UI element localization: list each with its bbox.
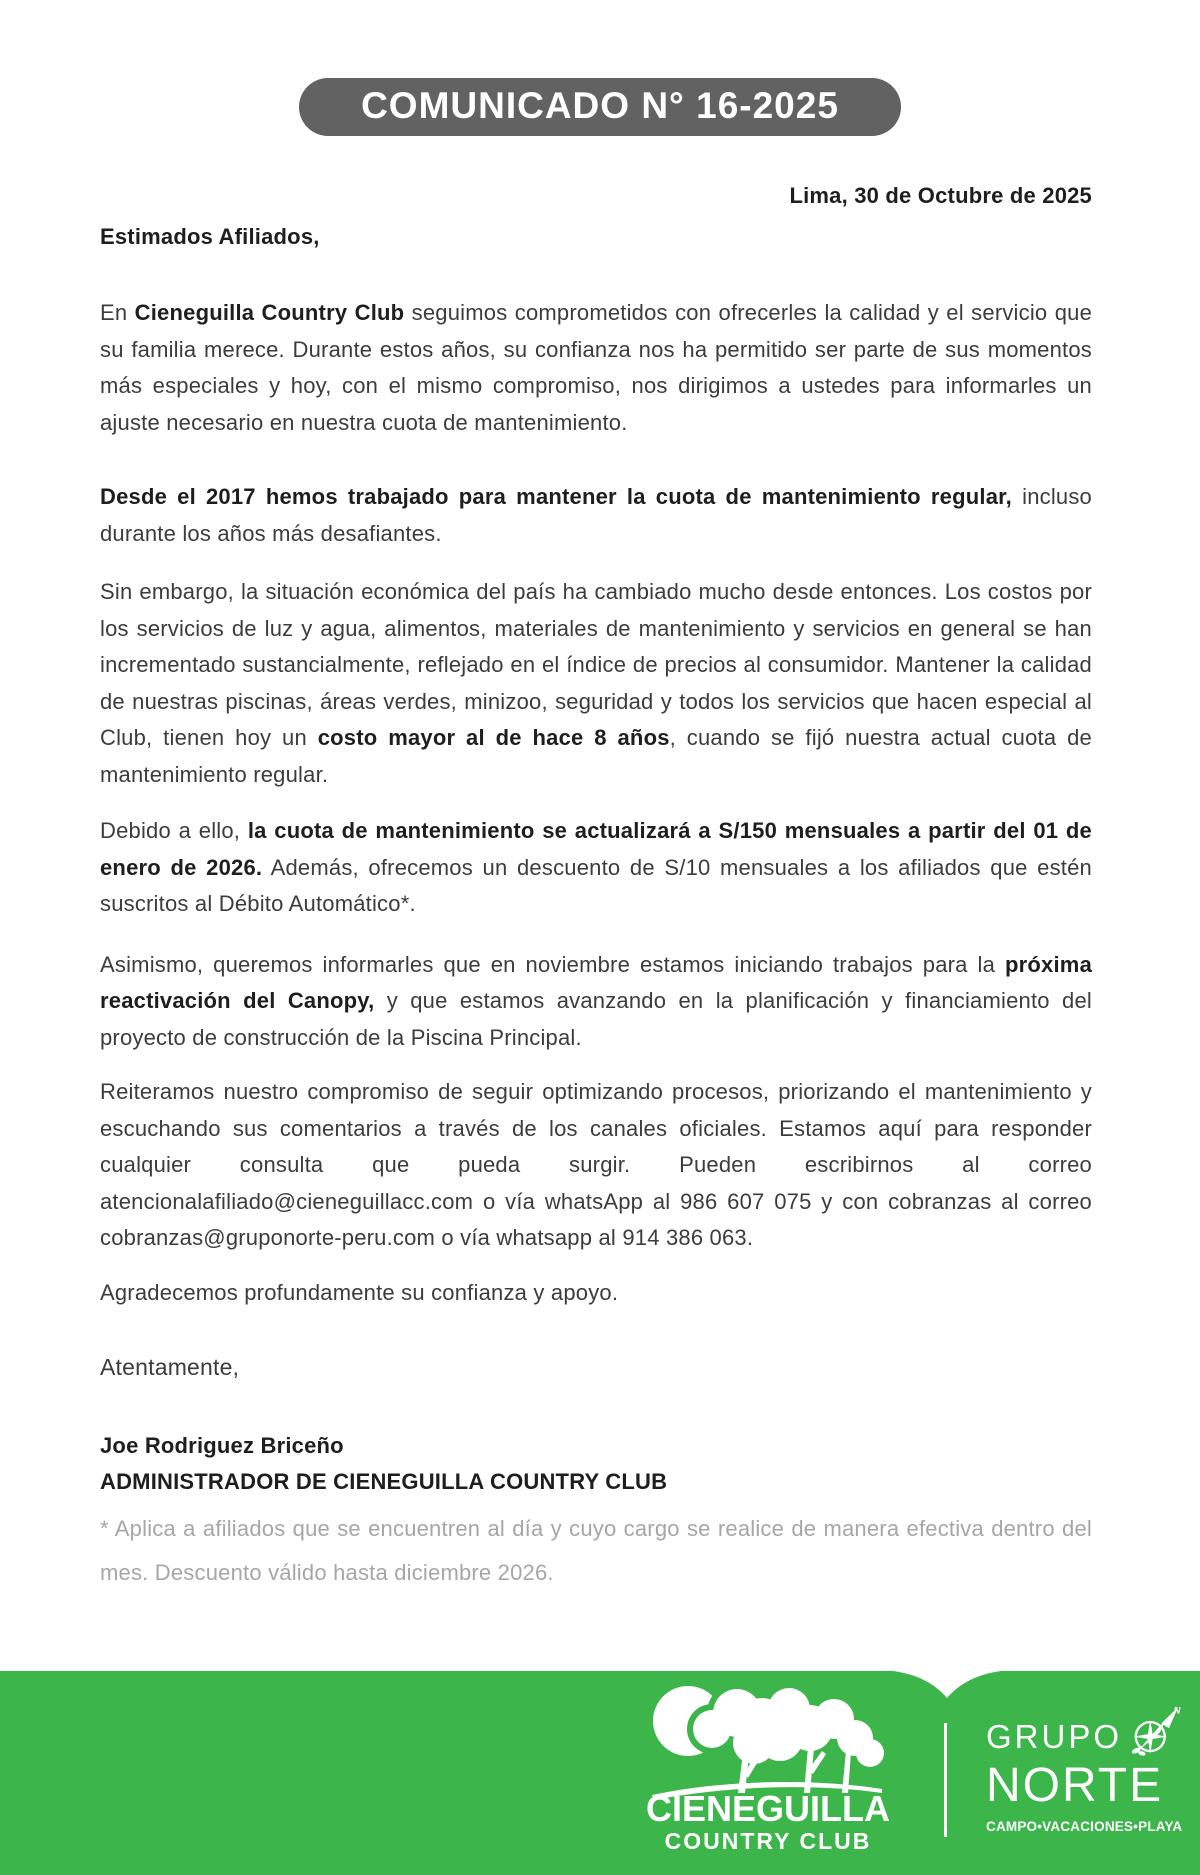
letter-paragraph — [100, 1074, 1092, 1257]
paragraph-text-run: Además, ofrecemos un descuento de S/10 mensuales a los afiliados que estén suscritos al Débito Automático*. — [100, 854, 1092, 916]
paragraph-bold-run: costo mayor al de hace 8 años — [317, 725, 670, 750]
greeting: Estimados Afiliados, — [100, 223, 320, 249]
letter-paragraphs — [100, 295, 1092, 1257]
letter-body — [0, 178, 1200, 1595]
cieneguilla-wordmark: CIENEGUILLA — [645, 1788, 890, 1829]
footer-notch-shape — [0, 1670, 1200, 1699]
paragraph-bold-run: Cieneguilla Country Club — [134, 300, 405, 325]
paragraph-text-run: seguimos comprometidos con ofrecerles la calidad y el servicio que su familia merece. Durante estos años, su confianza nos ha permitido ser parte de sus momentos más especiales y hoy, con el mismo compromiso, nos dirigimos a ustedes para informarles un ajuste necesario en nuestra cuota de mantenimiento. — [100, 300, 1092, 435]
compass-icon — [1126, 1703, 1182, 1759]
letter-paragraph — [100, 479, 1092, 552]
norte-wordmark: NORTE — [986, 1759, 1164, 1812]
paragraph-text-run: y que estamos avanzando en la planificación y financiamiento del proyecto de construcción de la Piscina Principal. — [100, 988, 1092, 1050]
paragraph-text-run: Debido a ello, — [100, 818, 248, 843]
signature-title: ADMINISTRADOR DE CIENEGUILLA COUNTRY CLUB — [100, 1469, 668, 1494]
paragraph-bold-run: la cuota de mantenimiento se actualizará a S/150 mensuales a partir del 01 de enero de 2026. — [100, 818, 1092, 880]
compass-n-label: N — [1173, 1705, 1181, 1716]
footer-divider-line — [944, 1723, 947, 1837]
date-line: Lima, 30 de Octubre de 2025 — [789, 183, 1092, 208]
signature-name: Joe Rodriguez Briceño — [100, 1432, 344, 1458]
paragraph-text-run: Reiteramos nuestro compromiso de seguir optimizando procesos, priorizando el mantenimiento y escuchando sus comentarios a través de los canales oficiales. Estamos aquí para responder cualquier consulta que pueda surgir. Pueden escribirnos al correo atencionalafiliado@cieneguillacc.com o vía whatsApp al 986 607 075 y con cobranzas al correo cobranzas@gruponorte-peru.com o vía whatsapp al 914 386 063. — [100, 1079, 1092, 1250]
closing-line: Agradecemos profundamente su confianza y apoyo. — [100, 1279, 619, 1305]
paragraph-text-run: Asimismo, queremos informarles que en noviembre estamos iniciando trabajos para la — [100, 951, 1006, 977]
letter-paragraph — [100, 947, 1092, 1057]
grupo-norte-tagline: CAMPO•VACACIONES•PLAYA — [986, 1819, 1183, 1834]
paragraph-text-run: En — [100, 300, 135, 325]
letter-paragraph — [100, 813, 1092, 923]
signoff-line: Atentamente, — [100, 1354, 240, 1380]
paragraph-bold-run: Desde el 2017 hemos trabajado para mantener la cuota de mantenimiento regular, — [100, 484, 1012, 509]
letter-paragraph — [100, 295, 1092, 441]
paragraph-text-run: Sin embargo, la situación económica del país ha cambiado mucho desde entonces. Los costos por los servicios de luz y agua, alimentos, materiales de mantenimiento y servicios en general se han incrementado sustancialmente, reflejado en el índice de precios al consumidor. Mantener la calidad de nuestras piscinas, áreas verdes, minizoo, seguridad y todos los servicios que hacen especial al Club, tienen hoy un — [100, 579, 1092, 750]
cieneguilla-country-club-logo — [642, 1681, 894, 1853]
grupo-norte-logo — [986, 1705, 1183, 1834]
letter-paragraph — [100, 574, 1092, 793]
paragraph-bold-run: próxima reactivación del Canopy, — [100, 951, 1092, 1013]
comunicado-title-badge: COMUNICADO N° 16-2025 — [299, 78, 901, 136]
paragraph-text-run: , cuando se fijó nuestra actual cuota de mantenimiento regular. — [100, 725, 1092, 787]
country-club-wordmark: COUNTRY CLUB — [664, 1828, 872, 1854]
cieneguilla-trees-icon — [642, 1681, 894, 1799]
comunicado-page — [0, 78, 1200, 1875]
paragraph-text-run: incluso durante los años más desafiantes. — [100, 484, 1092, 546]
footer-band — [0, 1671, 1200, 1875]
grupo-wordmark: GRUPO — [986, 1717, 1123, 1755]
footnote: * Aplica a afiliados que se encuentren al día y cuyo cargo se realice de manera efectiva dentro del mes. Descuento válido hasta diciembre 2026. — [100, 1515, 1092, 1585]
